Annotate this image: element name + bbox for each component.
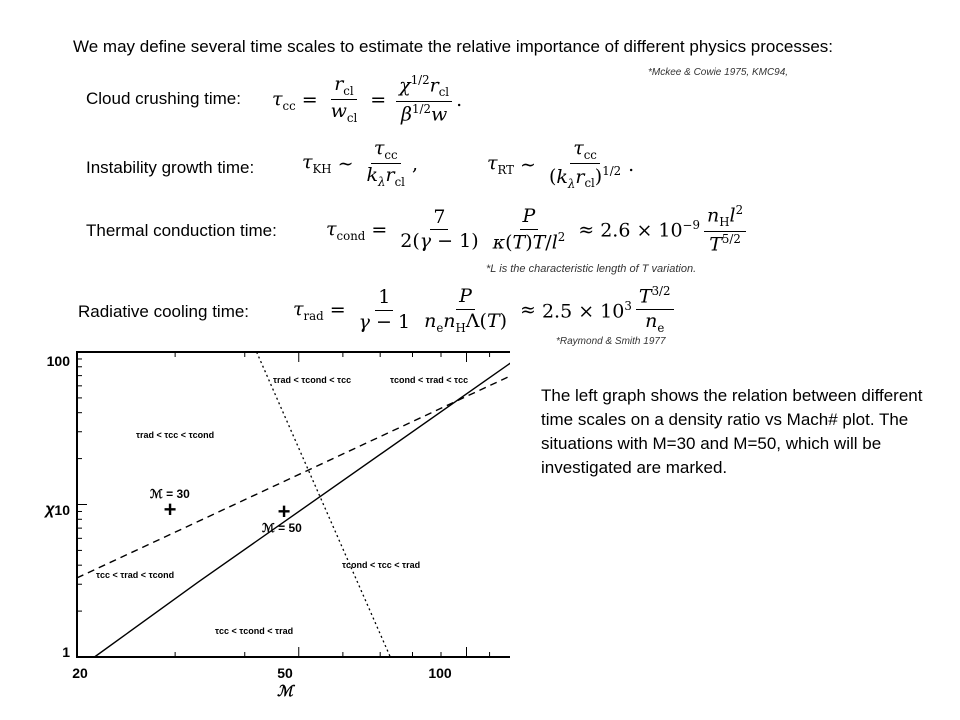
label-thermal-conduction: Thermal conduction time: — [86, 221, 277, 240]
time-scale-chart — [30, 342, 510, 720]
equation-radiative-cooling: $\tau_{rad}$ = $\frac{1}{\gamma - 1}$ $\frac{P}{n_en_H\Lambda(T)}$ ≈ $2.5 \times 10^3$ $\frac{T^{3/2}}{n_e}$ — [293, 285, 678, 336]
label-radiative-cooling: Radiative cooling time: — [78, 302, 250, 321]
region-label-6: τcc < τcond < τrad — [215, 626, 294, 636]
x-tick-100: 100 — [428, 665, 452, 681]
equation-thermal-conduction: $\tau_{cond}$ = $\frac{7}{2(\gamma - 1)}$ $\frac{P}{\kappa(T)T/l^2}$ ≈ $2.6 \times 10^{-9}$ $\frac{n_Hl^2}{T^{5/2}}$ — [326, 204, 750, 256]
y-tick-100: 100 — [46, 353, 70, 369]
marker-label-m30: ℳ = 30 — [150, 487, 190, 501]
reference-mckee-cowie: *Mckee & Cowie 1975, KMC94, — [648, 67, 789, 78]
axis-ticks — [77, 352, 510, 657]
y-tick-1: 1 — [62, 644, 70, 660]
equation-cloud-crushing: $\tau_{cc}$ = $\frac{r_{cl}}{w_{cl}}$ = $\frac{\chi^{1/2}r_{cl}}{\beta^{1/2}w}$ . — [272, 73, 463, 126]
chart-description: The left graph shows the relation between different time scales on a density ratio vs Mach# plot. The situations with M=30 and M=50, which will be investigated are marked. — [541, 386, 923, 477]
equation-rt-growth: $\tau_{RT}$ ∼ $\frac{\tau_{cc}}{(k_\lambda r_{cl})^{1/2}}$ . — [487, 137, 635, 191]
region-label-2: τcond < τrad < τcc — [390, 375, 469, 385]
page-title: We may define several time scales to estimate the relative importance of different physics processes: — [73, 37, 833, 56]
x-tick-20: 20 — [72, 665, 88, 681]
label-instability-growth: Instability growth time: — [86, 158, 255, 177]
region-label-4: τcc < τrad < τcond — [96, 570, 175, 580]
marker-label-m50: ℳ = 50 — [262, 521, 302, 535]
label-cloud-crushing: Cloud crushing time: — [86, 89, 241, 108]
reference-raymond-smith: *Raymond & Smith 1977 — [556, 336, 666, 347]
marker-plus-m30: + — [163, 497, 177, 522]
y-tick-10: 10 — [54, 502, 70, 518]
equation-kh-growth: $\tau_{KH}$ ∼ $\frac{\tau_{cc}}{k_\lambda r_{cl}}$ , — [302, 137, 418, 190]
region-label-3: τrad < τcc < τcond — [136, 430, 215, 440]
marker-plus-m50: + — [277, 499, 291, 524]
plot-frame — [77, 352, 510, 657]
series-rad-cc-solid — [95, 352, 511, 657]
y-axis-label: χ — [45, 501, 55, 518]
series-cond-cc-dashed — [77, 367, 510, 578]
region-label-1: τrad < τcond < τcc — [273, 375, 352, 385]
x-tick-50: 50 — [277, 665, 293, 681]
reference-length-scale: *L is the characteristic length of T variation. — [486, 263, 697, 275]
region-label-5: τcond < τcc < τrad — [342, 560, 421, 570]
x-axis-label: ℳ — [276, 683, 294, 700]
